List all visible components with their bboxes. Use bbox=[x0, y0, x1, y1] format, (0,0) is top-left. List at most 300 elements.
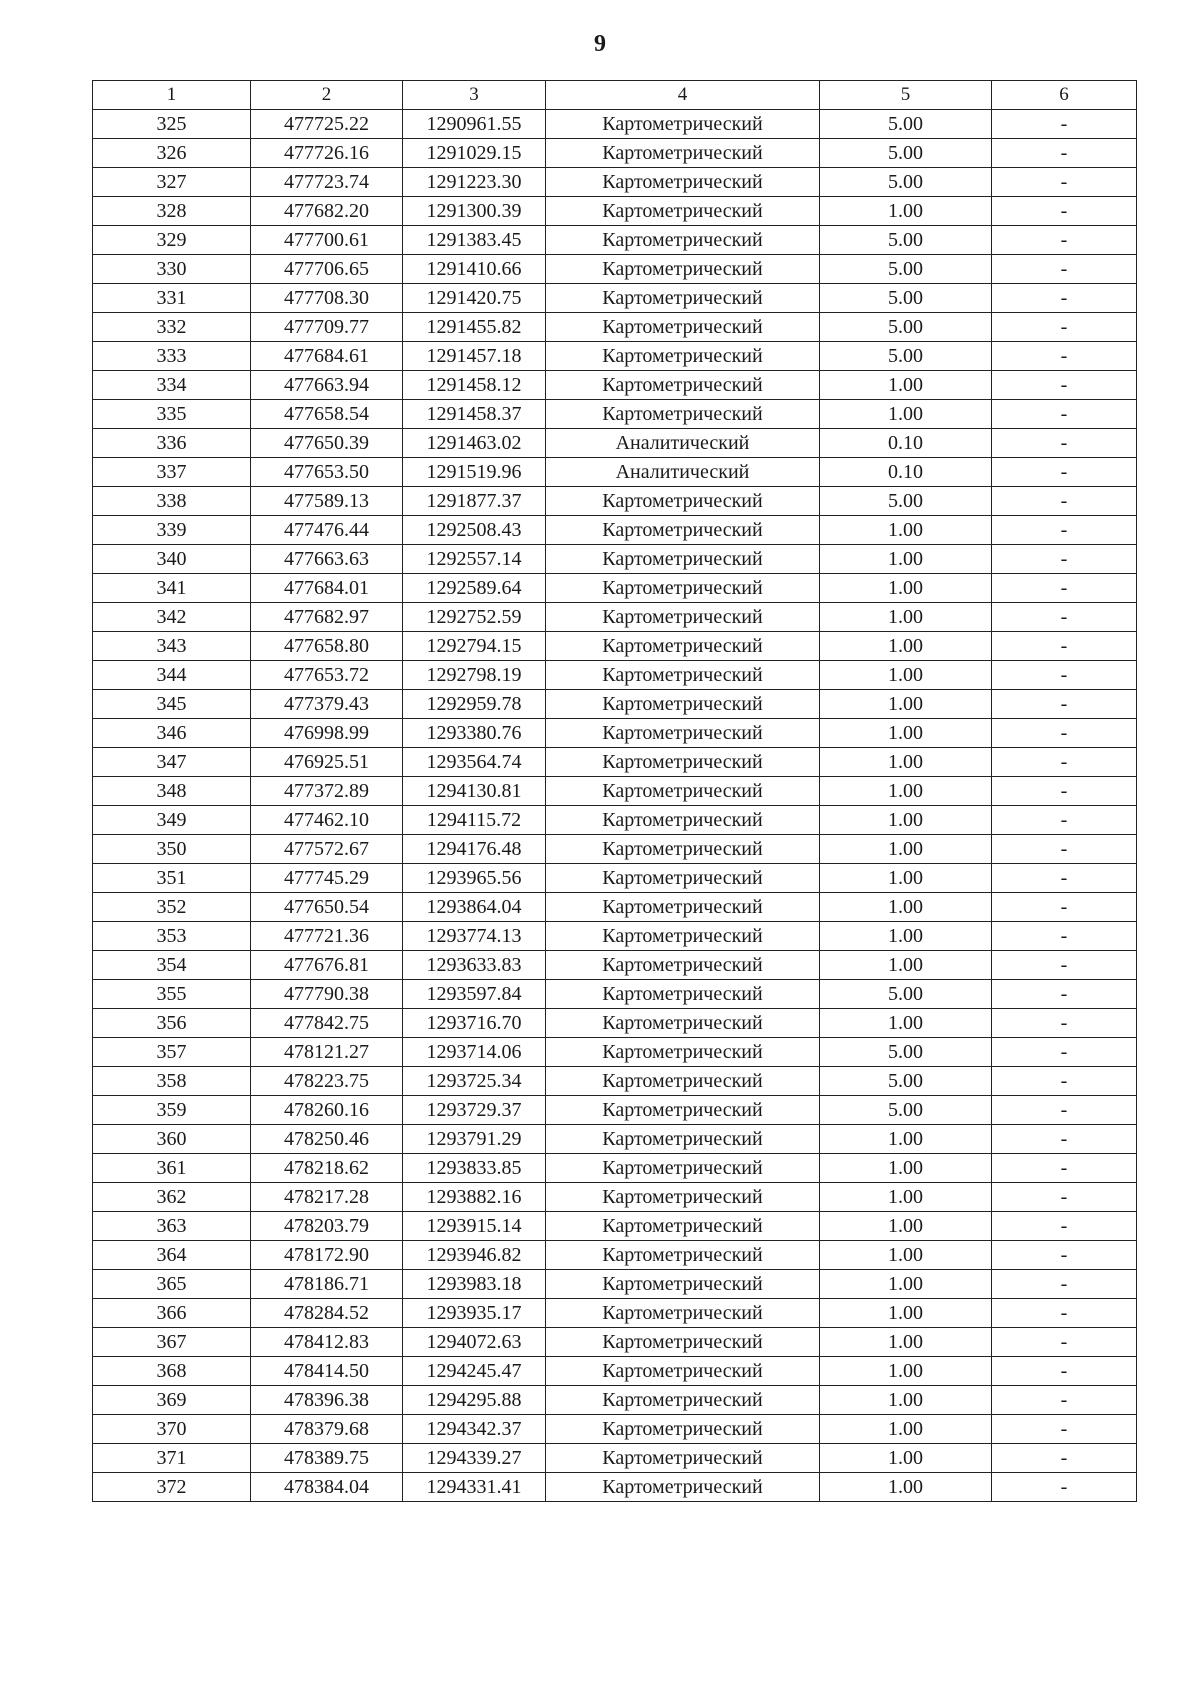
method-cell: Картометрический bbox=[546, 835, 820, 864]
point-number-cell: 337 bbox=[93, 458, 251, 487]
accuracy-cell: 1.00 bbox=[820, 1328, 992, 1357]
table-row bbox=[93, 574, 1137, 603]
method-cell: Картометрический bbox=[546, 1357, 820, 1386]
point-number-cell: 326 bbox=[93, 139, 251, 168]
point-number-cell: 336 bbox=[93, 429, 251, 458]
x-coordinate-cell: 478384.04 bbox=[251, 1473, 403, 1502]
accuracy-cell: 5.00 bbox=[820, 342, 992, 371]
point-number-cell: 332 bbox=[93, 313, 251, 342]
x-coordinate-cell: 477684.01 bbox=[251, 574, 403, 603]
description-cell: - bbox=[992, 1183, 1137, 1212]
point-number-cell: 361 bbox=[93, 1154, 251, 1183]
method-cell: Картометрический bbox=[546, 110, 820, 139]
method-cell: Картометрический bbox=[546, 284, 820, 313]
accuracy-cell: 1.00 bbox=[820, 545, 992, 574]
description-cell: - bbox=[992, 806, 1137, 835]
y-coordinate-cell: 1294130.81 bbox=[403, 777, 546, 806]
x-coordinate-cell: 478172.90 bbox=[251, 1241, 403, 1270]
method-cell: Картометрический bbox=[546, 574, 820, 603]
point-number-cell: 356 bbox=[93, 1009, 251, 1038]
method-cell: Картометрический bbox=[546, 1009, 820, 1038]
description-cell: - bbox=[992, 197, 1137, 226]
accuracy-cell: 5.00 bbox=[820, 284, 992, 313]
table-row bbox=[93, 1183, 1137, 1212]
description-cell: - bbox=[992, 487, 1137, 516]
accuracy-cell: 5.00 bbox=[820, 487, 992, 516]
point-number-cell: 342 bbox=[93, 603, 251, 632]
accuracy-cell: 1.00 bbox=[820, 1357, 992, 1386]
table-row bbox=[93, 893, 1137, 922]
x-coordinate-cell: 478260.16 bbox=[251, 1096, 403, 1125]
y-coordinate-cell: 1292794.15 bbox=[403, 632, 546, 661]
y-coordinate-cell: 1291455.82 bbox=[403, 313, 546, 342]
point-number-cell: 372 bbox=[93, 1473, 251, 1502]
y-coordinate-cell: 1293864.04 bbox=[403, 893, 546, 922]
y-coordinate-cell: 1294176.48 bbox=[403, 835, 546, 864]
description-cell: - bbox=[992, 1009, 1137, 1038]
accuracy-cell: 5.00 bbox=[820, 1067, 992, 1096]
description-cell: - bbox=[992, 922, 1137, 951]
description-cell: - bbox=[992, 371, 1137, 400]
column-header: 2 bbox=[251, 81, 403, 110]
table-row bbox=[93, 429, 1137, 458]
y-coordinate-cell: 1293965.56 bbox=[403, 864, 546, 893]
point-number-cell: 335 bbox=[93, 400, 251, 429]
y-coordinate-cell: 1292752.59 bbox=[403, 603, 546, 632]
accuracy-cell: 1.00 bbox=[820, 864, 992, 893]
description-cell: - bbox=[992, 690, 1137, 719]
y-coordinate-cell: 1294331.41 bbox=[403, 1473, 546, 1502]
x-coordinate-cell: 477682.97 bbox=[251, 603, 403, 632]
accuracy-cell: 1.00 bbox=[820, 1444, 992, 1473]
description-cell: - bbox=[992, 1096, 1137, 1125]
x-coordinate-cell: 478186.71 bbox=[251, 1270, 403, 1299]
point-number-cell: 355 bbox=[93, 980, 251, 1009]
y-coordinate-cell: 1293833.85 bbox=[403, 1154, 546, 1183]
method-cell: Картометрический bbox=[546, 1212, 820, 1241]
accuracy-cell: 1.00 bbox=[820, 400, 992, 429]
description-cell: - bbox=[992, 1067, 1137, 1096]
method-cell: Картометрический bbox=[546, 168, 820, 197]
accuracy-cell: 5.00 bbox=[820, 1038, 992, 1067]
method-cell: Картометрический bbox=[546, 197, 820, 226]
point-number-cell: 349 bbox=[93, 806, 251, 835]
y-coordinate-cell: 1293729.37 bbox=[403, 1096, 546, 1125]
x-coordinate-cell: 477684.61 bbox=[251, 342, 403, 371]
x-coordinate-cell: 477700.61 bbox=[251, 226, 403, 255]
table-row bbox=[93, 1386, 1137, 1415]
table-row bbox=[93, 371, 1137, 400]
method-cell: Картометрический bbox=[546, 1299, 820, 1328]
accuracy-cell: 1.00 bbox=[820, 1386, 992, 1415]
y-coordinate-cell: 1291223.30 bbox=[403, 168, 546, 197]
y-coordinate-cell: 1291383.45 bbox=[403, 226, 546, 255]
method-cell: Картометрический bbox=[546, 255, 820, 284]
point-number-cell: 363 bbox=[93, 1212, 251, 1241]
point-number-cell: 368 bbox=[93, 1357, 251, 1386]
y-coordinate-cell: 1292959.78 bbox=[403, 690, 546, 719]
description-cell: - bbox=[992, 400, 1137, 429]
table-row bbox=[93, 603, 1137, 632]
point-number-cell: 351 bbox=[93, 864, 251, 893]
accuracy-cell: 5.00 bbox=[820, 313, 992, 342]
point-number-cell: 371 bbox=[93, 1444, 251, 1473]
x-coordinate-cell: 477745.29 bbox=[251, 864, 403, 893]
method-cell: Картометрический bbox=[546, 893, 820, 922]
method-cell: Картометрический bbox=[546, 516, 820, 545]
table-row bbox=[93, 1473, 1137, 1502]
y-coordinate-cell: 1293946.82 bbox=[403, 1241, 546, 1270]
method-cell: Картометрический bbox=[546, 1241, 820, 1270]
column-header: 6 bbox=[992, 81, 1137, 110]
table-row bbox=[93, 1212, 1137, 1241]
x-coordinate-cell: 477682.20 bbox=[251, 197, 403, 226]
accuracy-cell: 1.00 bbox=[820, 661, 992, 690]
method-cell: Аналитический bbox=[546, 458, 820, 487]
x-coordinate-cell: 478217.28 bbox=[251, 1183, 403, 1212]
x-coordinate-cell: 477650.54 bbox=[251, 893, 403, 922]
table-row bbox=[93, 1299, 1137, 1328]
accuracy-cell: 1.00 bbox=[820, 371, 992, 400]
point-number-cell: 348 bbox=[93, 777, 251, 806]
y-coordinate-cell: 1293791.29 bbox=[403, 1125, 546, 1154]
method-cell: Картометрический bbox=[546, 1328, 820, 1357]
description-cell: - bbox=[992, 516, 1137, 545]
method-cell: Картометрический bbox=[546, 719, 820, 748]
accuracy-cell: 1.00 bbox=[820, 748, 992, 777]
table-row bbox=[93, 1241, 1137, 1270]
column-header: 4 bbox=[546, 81, 820, 110]
accuracy-cell: 1.00 bbox=[820, 922, 992, 951]
y-coordinate-cell: 1291420.75 bbox=[403, 284, 546, 313]
x-coordinate-cell: 478223.75 bbox=[251, 1067, 403, 1096]
y-coordinate-cell: 1293983.18 bbox=[403, 1270, 546, 1299]
table-row bbox=[93, 1444, 1137, 1473]
accuracy-cell: 5.00 bbox=[820, 255, 992, 284]
method-cell: Картометрический bbox=[546, 313, 820, 342]
accuracy-cell: 1.00 bbox=[820, 1125, 992, 1154]
description-cell: - bbox=[992, 342, 1137, 371]
y-coordinate-cell: 1292589.64 bbox=[403, 574, 546, 603]
x-coordinate-cell: 477379.43 bbox=[251, 690, 403, 719]
description-cell: - bbox=[992, 632, 1137, 661]
x-coordinate-cell: 477589.13 bbox=[251, 487, 403, 516]
accuracy-cell: 1.00 bbox=[820, 1212, 992, 1241]
table-row bbox=[93, 922, 1137, 951]
y-coordinate-cell: 1293633.83 bbox=[403, 951, 546, 980]
point-number-cell: 334 bbox=[93, 371, 251, 400]
x-coordinate-cell: 478389.75 bbox=[251, 1444, 403, 1473]
method-cell: Картометрический bbox=[546, 690, 820, 719]
description-cell: - bbox=[992, 748, 1137, 777]
page-number: 9 bbox=[594, 31, 606, 57]
point-number-cell: 329 bbox=[93, 226, 251, 255]
table-row bbox=[93, 1328, 1137, 1357]
point-number-cell: 370 bbox=[93, 1415, 251, 1444]
column-header: 3 bbox=[403, 81, 546, 110]
x-coordinate-cell: 477706.65 bbox=[251, 255, 403, 284]
accuracy-cell: 5.00 bbox=[820, 139, 992, 168]
table-row bbox=[93, 139, 1137, 168]
method-cell: Картометрический bbox=[546, 806, 820, 835]
table-row bbox=[93, 516, 1137, 545]
coordinates-table bbox=[92, 80, 1137, 1502]
method-cell: Картометрический bbox=[546, 864, 820, 893]
x-coordinate-cell: 477572.67 bbox=[251, 835, 403, 864]
method-cell: Картометрический bbox=[546, 922, 820, 951]
accuracy-cell: 0.10 bbox=[820, 458, 992, 487]
description-cell: - bbox=[992, 1357, 1137, 1386]
method-cell: Картометрический bbox=[546, 487, 820, 516]
table-row bbox=[93, 835, 1137, 864]
description-cell: - bbox=[992, 951, 1137, 980]
table-row bbox=[93, 168, 1137, 197]
table-row bbox=[93, 342, 1137, 371]
accuracy-cell: 1.00 bbox=[820, 806, 992, 835]
description-cell: - bbox=[992, 1270, 1137, 1299]
accuracy-cell: 1.00 bbox=[820, 603, 992, 632]
table-body bbox=[93, 110, 1137, 1502]
table-row bbox=[93, 1096, 1137, 1125]
method-cell: Картометрический bbox=[546, 1038, 820, 1067]
table-row bbox=[93, 777, 1137, 806]
y-coordinate-cell: 1293380.76 bbox=[403, 719, 546, 748]
point-number-cell: 341 bbox=[93, 574, 251, 603]
method-cell: Картометрический bbox=[546, 400, 820, 429]
description-cell: - bbox=[992, 1154, 1137, 1183]
y-coordinate-cell: 1293725.34 bbox=[403, 1067, 546, 1096]
point-number-cell: 358 bbox=[93, 1067, 251, 1096]
x-coordinate-cell: 477653.50 bbox=[251, 458, 403, 487]
table-row bbox=[93, 748, 1137, 777]
point-number-cell: 367 bbox=[93, 1328, 251, 1357]
table-row bbox=[93, 1125, 1137, 1154]
description-cell: - bbox=[992, 139, 1137, 168]
table-row bbox=[93, 458, 1137, 487]
x-coordinate-cell: 477476.44 bbox=[251, 516, 403, 545]
accuracy-cell: 1.00 bbox=[820, 777, 992, 806]
description-cell: - bbox=[992, 1241, 1137, 1270]
x-coordinate-cell: 477462.10 bbox=[251, 806, 403, 835]
table-row bbox=[93, 110, 1137, 139]
x-coordinate-cell: 478284.52 bbox=[251, 1299, 403, 1328]
x-coordinate-cell: 478121.27 bbox=[251, 1038, 403, 1067]
y-coordinate-cell: 1291458.12 bbox=[403, 371, 546, 400]
method-cell: Картометрический bbox=[546, 777, 820, 806]
y-coordinate-cell: 1293915.14 bbox=[403, 1212, 546, 1241]
x-coordinate-cell: 478250.46 bbox=[251, 1125, 403, 1154]
method-cell: Картометрический bbox=[546, 951, 820, 980]
point-number-cell: 365 bbox=[93, 1270, 251, 1299]
table-row bbox=[93, 1067, 1137, 1096]
y-coordinate-cell: 1291457.18 bbox=[403, 342, 546, 371]
y-coordinate-cell: 1291519.96 bbox=[403, 458, 546, 487]
x-coordinate-cell: 478412.83 bbox=[251, 1328, 403, 1357]
x-coordinate-cell: 477650.39 bbox=[251, 429, 403, 458]
method-cell: Картометрический bbox=[546, 226, 820, 255]
x-coordinate-cell: 477723.74 bbox=[251, 168, 403, 197]
description-cell: - bbox=[992, 168, 1137, 197]
table-row bbox=[93, 255, 1137, 284]
x-coordinate-cell: 476925.51 bbox=[251, 748, 403, 777]
point-number-cell: 353 bbox=[93, 922, 251, 951]
description-cell: - bbox=[992, 1386, 1137, 1415]
description-cell: - bbox=[992, 835, 1137, 864]
table-row bbox=[93, 197, 1137, 226]
point-number-cell: 338 bbox=[93, 487, 251, 516]
accuracy-cell: 1.00 bbox=[820, 1473, 992, 1502]
y-coordinate-cell: 1292508.43 bbox=[403, 516, 546, 545]
point-number-cell: 331 bbox=[93, 284, 251, 313]
point-number-cell: 333 bbox=[93, 342, 251, 371]
point-number-cell: 347 bbox=[93, 748, 251, 777]
column-header: 1 bbox=[93, 81, 251, 110]
point-number-cell: 350 bbox=[93, 835, 251, 864]
point-number-cell: 325 bbox=[93, 110, 251, 139]
method-cell: Картометрический bbox=[546, 1125, 820, 1154]
point-number-cell: 366 bbox=[93, 1299, 251, 1328]
accuracy-cell: 5.00 bbox=[820, 110, 992, 139]
table-row bbox=[93, 487, 1137, 516]
description-cell: - bbox=[992, 458, 1137, 487]
point-number-cell: 344 bbox=[93, 661, 251, 690]
point-number-cell: 346 bbox=[93, 719, 251, 748]
method-cell: Картометрический bbox=[546, 1444, 820, 1473]
method-cell: Картометрический bbox=[546, 1270, 820, 1299]
description-cell: - bbox=[992, 574, 1137, 603]
table-row bbox=[93, 1038, 1137, 1067]
accuracy-cell: 1.00 bbox=[820, 1154, 992, 1183]
table-row bbox=[93, 980, 1137, 1009]
description-cell: - bbox=[992, 1444, 1137, 1473]
y-coordinate-cell: 1293564.74 bbox=[403, 748, 546, 777]
description-cell: - bbox=[992, 893, 1137, 922]
y-coordinate-cell: 1293714.06 bbox=[403, 1038, 546, 1067]
description-cell: - bbox=[992, 110, 1137, 139]
accuracy-cell: 0.10 bbox=[820, 429, 992, 458]
x-coordinate-cell: 477725.22 bbox=[251, 110, 403, 139]
description-cell: - bbox=[992, 661, 1137, 690]
table-row bbox=[93, 951, 1137, 980]
accuracy-cell: 5.00 bbox=[820, 1096, 992, 1125]
point-number-cell: 328 bbox=[93, 197, 251, 226]
method-cell: Картометрический bbox=[546, 371, 820, 400]
x-coordinate-cell: 478414.50 bbox=[251, 1357, 403, 1386]
accuracy-cell: 5.00 bbox=[820, 168, 992, 197]
description-cell: - bbox=[992, 719, 1137, 748]
y-coordinate-cell: 1291410.66 bbox=[403, 255, 546, 284]
method-cell: Картометрический bbox=[546, 1473, 820, 1502]
description-cell: - bbox=[992, 1473, 1137, 1502]
table-row bbox=[93, 1270, 1137, 1299]
description-cell: - bbox=[992, 545, 1137, 574]
description-cell: - bbox=[992, 1212, 1137, 1241]
x-coordinate-cell: 478203.79 bbox=[251, 1212, 403, 1241]
table-row bbox=[93, 1009, 1137, 1038]
table-row bbox=[93, 661, 1137, 690]
point-number-cell: 343 bbox=[93, 632, 251, 661]
x-coordinate-cell: 477726.16 bbox=[251, 139, 403, 168]
accuracy-cell: 1.00 bbox=[820, 1009, 992, 1038]
point-number-cell: 369 bbox=[93, 1386, 251, 1415]
description-cell: - bbox=[992, 980, 1137, 1009]
y-coordinate-cell: 1292798.19 bbox=[403, 661, 546, 690]
description-cell: - bbox=[992, 255, 1137, 284]
table-row bbox=[93, 284, 1137, 313]
method-cell: Картометрический bbox=[546, 545, 820, 574]
method-cell: Картометрический bbox=[546, 1096, 820, 1125]
y-coordinate-cell: 1292557.14 bbox=[403, 545, 546, 574]
point-number-cell: 330 bbox=[93, 255, 251, 284]
y-coordinate-cell: 1293597.84 bbox=[403, 980, 546, 1009]
method-cell: Картометрический bbox=[546, 139, 820, 168]
accuracy-cell: 1.00 bbox=[820, 719, 992, 748]
description-cell: - bbox=[992, 284, 1137, 313]
y-coordinate-cell: 1291300.39 bbox=[403, 197, 546, 226]
accuracy-cell: 1.00 bbox=[820, 197, 992, 226]
header-row bbox=[93, 81, 1137, 110]
method-cell: Аналитический bbox=[546, 429, 820, 458]
column-header: 5 bbox=[820, 81, 992, 110]
y-coordinate-cell: 1291877.37 bbox=[403, 487, 546, 516]
table-row bbox=[93, 313, 1137, 342]
x-coordinate-cell: 477842.75 bbox=[251, 1009, 403, 1038]
point-number-cell: 340 bbox=[93, 545, 251, 574]
method-cell: Картометрический bbox=[546, 1183, 820, 1212]
method-cell: Картометрический bbox=[546, 1067, 820, 1096]
point-number-cell: 354 bbox=[93, 951, 251, 980]
y-coordinate-cell: 1294295.88 bbox=[403, 1386, 546, 1415]
point-number-cell: 357 bbox=[93, 1038, 251, 1067]
method-cell: Картометрический bbox=[546, 342, 820, 371]
table-row bbox=[93, 690, 1137, 719]
method-cell: Картометрический bbox=[546, 603, 820, 632]
point-number-cell: 364 bbox=[93, 1241, 251, 1270]
y-coordinate-cell: 1291458.37 bbox=[403, 400, 546, 429]
method-cell: Картометрический bbox=[546, 980, 820, 1009]
accuracy-cell: 1.00 bbox=[820, 1415, 992, 1444]
x-coordinate-cell: 478218.62 bbox=[251, 1154, 403, 1183]
accuracy-cell: 1.00 bbox=[820, 1241, 992, 1270]
table-row bbox=[93, 1415, 1137, 1444]
x-coordinate-cell: 477653.72 bbox=[251, 661, 403, 690]
y-coordinate-cell: 1294072.63 bbox=[403, 1328, 546, 1357]
method-cell: Картометрический bbox=[546, 632, 820, 661]
description-cell: - bbox=[992, 429, 1137, 458]
description-cell: - bbox=[992, 1125, 1137, 1154]
method-cell: Картометрический bbox=[546, 748, 820, 777]
description-cell: - bbox=[992, 777, 1137, 806]
accuracy-cell: 1.00 bbox=[820, 516, 992, 545]
y-coordinate-cell: 1290961.55 bbox=[403, 110, 546, 139]
description-cell: - bbox=[992, 1299, 1137, 1328]
y-coordinate-cell: 1294342.37 bbox=[403, 1415, 546, 1444]
x-coordinate-cell: 477721.36 bbox=[251, 922, 403, 951]
table-row bbox=[93, 719, 1137, 748]
table-row bbox=[93, 545, 1137, 574]
x-coordinate-cell: 477709.77 bbox=[251, 313, 403, 342]
accuracy-cell: 1.00 bbox=[820, 632, 992, 661]
table-row bbox=[93, 400, 1137, 429]
x-coordinate-cell: 477658.80 bbox=[251, 632, 403, 661]
y-coordinate-cell: 1293774.13 bbox=[403, 922, 546, 951]
method-cell: Картометрический bbox=[546, 661, 820, 690]
point-number-cell: 339 bbox=[93, 516, 251, 545]
x-coordinate-cell: 477658.54 bbox=[251, 400, 403, 429]
accuracy-cell: 1.00 bbox=[820, 1183, 992, 1212]
y-coordinate-cell: 1294245.47 bbox=[403, 1357, 546, 1386]
table-row bbox=[93, 632, 1137, 661]
